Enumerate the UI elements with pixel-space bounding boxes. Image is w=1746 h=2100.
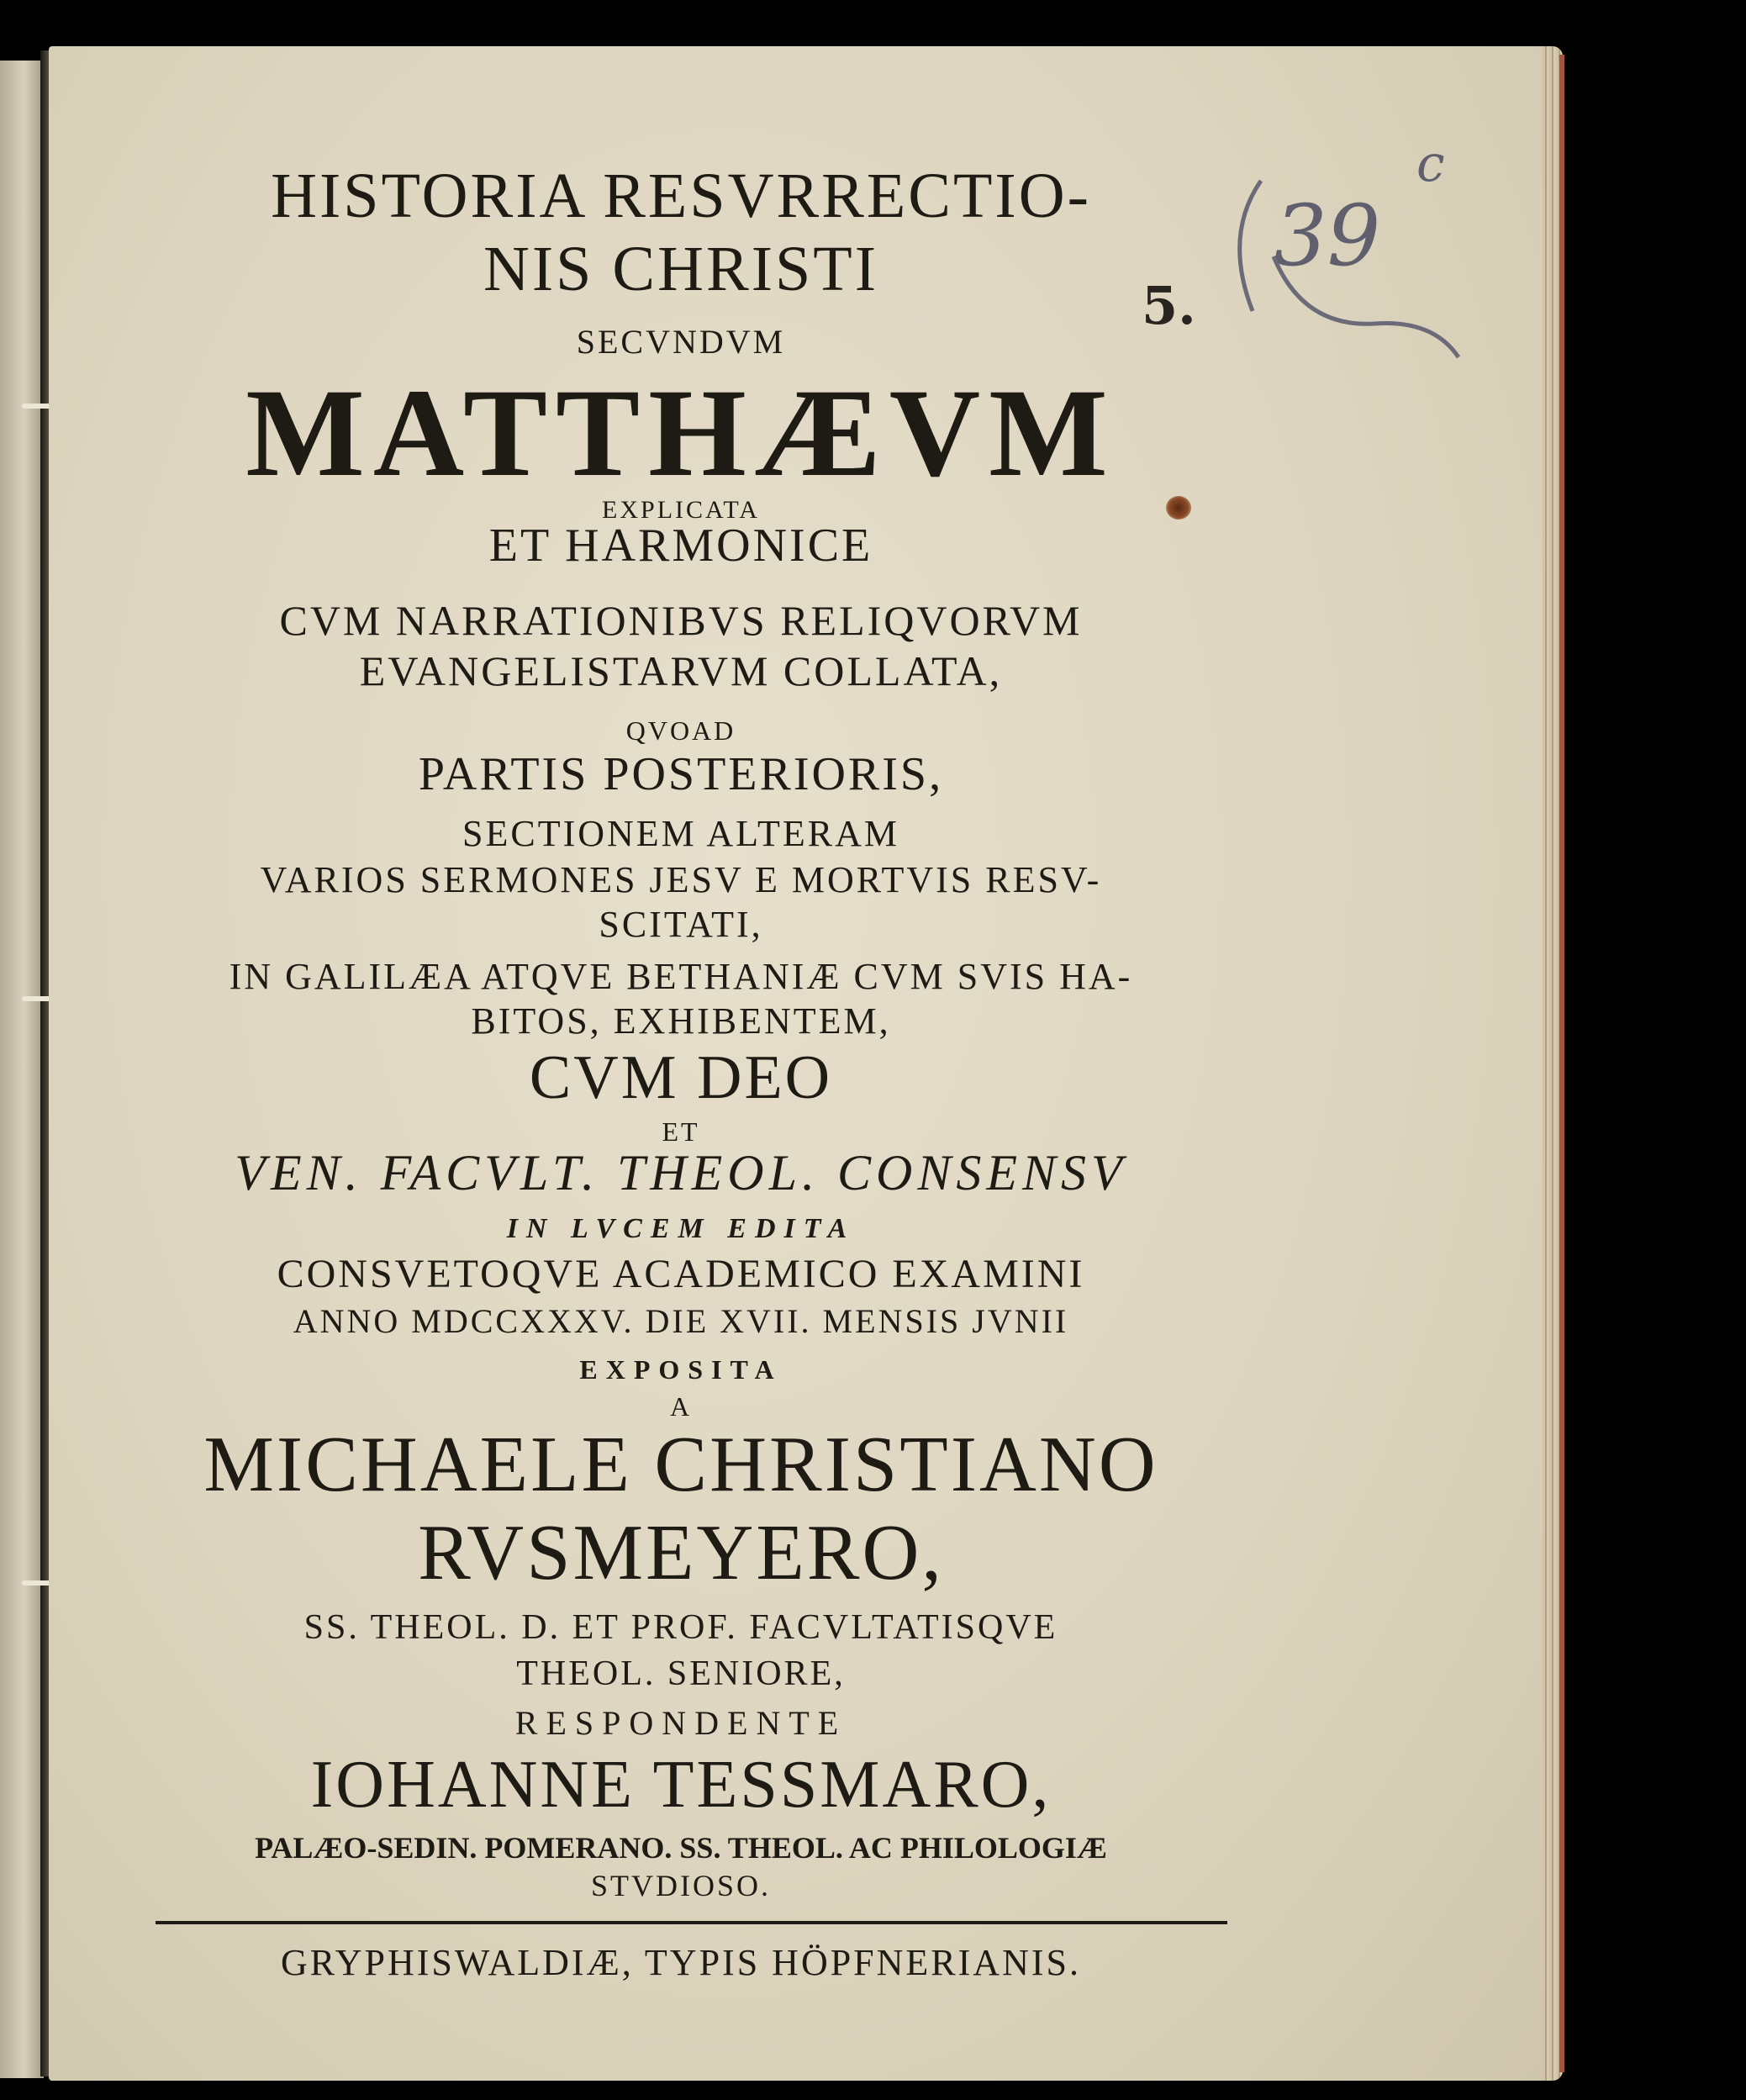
respondent-desc-2: STVDIOSO.: [590, 1869, 771, 1902]
title-line-3: SECVNDVM: [576, 323, 786, 361]
shelfmark-superscript: c: [1416, 135, 1445, 193]
subtitle-line-4: EVANGELISTARVM COLLATA,: [359, 647, 1003, 694]
respondent-desc-1: PALÆO-SEDIN. POMERANO. SS. THEOL. AC PHILOLOGIÆ: [255, 1831, 1107, 1865]
shelfmark-number: 39: [1274, 187, 1381, 285]
respondent-name: IOHANNE TESSMARO,: [310, 1748, 1052, 1822]
facing-page-edge: [0, 61, 44, 2078]
author-line-1: MICHAELE CHRISTIANO: [203, 1421, 1158, 1508]
subtitle-line-5: QVOAD: [625, 715, 736, 746]
subtitle-line-2: ET HARMONICE: [488, 520, 873, 572]
cum-deo: CVM DEO: [529, 1043, 833, 1112]
subtitle-line-11: BITOS, EXHIBENTEM,: [471, 1000, 891, 1042]
in-lucem-line: IN LVCEM EDITA: [506, 1213, 856, 1244]
imprint-rule: [156, 1921, 1227, 1924]
exposita-line: EXPOSITA: [579, 1354, 783, 1385]
subtitle-line-6: PARTIS POSTERIORIS,: [418, 748, 944, 800]
red-page-edge: [1559, 55, 1564, 2072]
examini-line: CONSVETOQVE ACADEMICO EXAMINI: [277, 1252, 1085, 1296]
date-line: ANNO MDCCXXXV. DIE XVII. MENSIS JVNII: [293, 1302, 1069, 1340]
subtitle-line-10: IN GALILÆA ATQVE BETHANIÆ CVM SVIS HA-: [229, 956, 1133, 997]
shelfmark-prefix: 5.: [1142, 275, 1196, 336]
subtitle-line-8: VARIOS SERMONES JESV E MORTVIS RESV-: [260, 859, 1102, 900]
title-line-2: NIS CHRISTI: [483, 234, 879, 304]
subtitle-line-1: EXPLICATA: [602, 496, 760, 524]
author-title-1: SS. THEOL. D. ET PROF. FACVLTATISQVE: [303, 1608, 1058, 1647]
respondente-line: RESPONDENTE: [514, 1704, 847, 1742]
title-main-matthaeum: MATTHÆVM: [245, 363, 1116, 503]
imprint-line: GRYPHISWALDIÆ, TYPIS HÖPFNERIANIS.: [281, 1942, 1081, 1983]
subtitle-line-9: SCITATI,: [599, 904, 763, 945]
a-line: A: [669, 1391, 693, 1422]
et-line: ET: [662, 1116, 700, 1147]
author-line-2: RVSMEYERO,: [418, 1509, 944, 1596]
author-title-2: THEOL. SENIORE,: [516, 1654, 846, 1693]
title-line-1: HISTORIA RESVRRECTIO-: [271, 161, 1091, 231]
subtitle-line-3: CVM NARRATIONIBVS RELIQVORVM: [279, 597, 1083, 644]
consensu-line: VEN. FACVLT. THEOL. CONSENSV: [235, 1145, 1127, 1200]
subtitle-line-7: SECTIONEM ALTERAM: [462, 813, 899, 854]
